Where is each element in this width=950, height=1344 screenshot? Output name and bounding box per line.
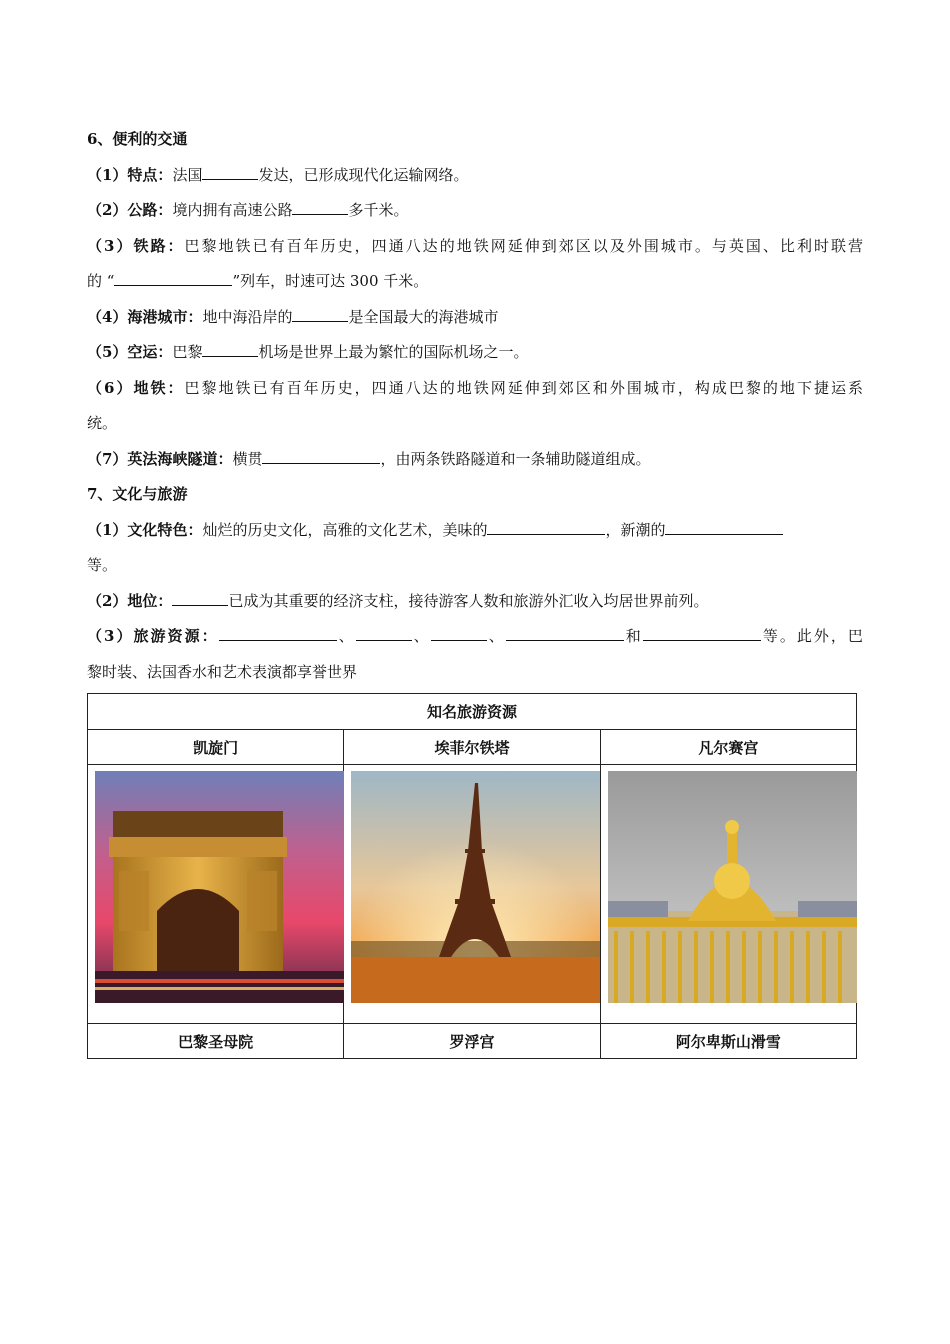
- tourism-resources-line2: 黎时装、法国香水和艺术表演都享誉世界: [87, 662, 358, 681]
- fill-blank[interactable]: [172, 591, 228, 606]
- versailles-photo: [608, 771, 857, 1003]
- cell-eiffel-tower: 埃菲尔铁塔: [344, 730, 600, 765]
- cell-notre-dame: 巴黎圣母院: [88, 1024, 344, 1059]
- cell-versailles: 凡尔赛宫: [600, 730, 856, 765]
- fill-blank[interactable]: [292, 307, 348, 322]
- tourism-status: （2）地位： 已成为其重要的经济支柱，接待游客人数和旅游外汇收入均居世界前列。: [87, 591, 709, 610]
- cell-arc-de-triomphe: 凯旋门: [88, 730, 344, 765]
- tourism-resources: （3）旅游资源： 、 、 、 和 等。此外，巴: [87, 627, 863, 645]
- transport-highway: （2）公路：境内拥有高速公路 多千米。: [87, 201, 409, 219]
- fill-blank[interactable]: [487, 520, 605, 535]
- section-6-heading: 6、便利的交通: [87, 130, 188, 148]
- fill-blank[interactable]: [202, 165, 258, 180]
- tourism-resources-table: [87, 693, 857, 1059]
- culture-features-line2: 等。: [87, 556, 118, 574]
- eiffel-tower-photo: [351, 771, 600, 1003]
- transport-feature: （1）特点：法国 发达，已形成现代化运输网络。: [87, 165, 469, 184]
- fill-blank[interactable]: [431, 626, 487, 641]
- fill-blank[interactable]: [114, 271, 232, 286]
- fill-blank[interactable]: [292, 200, 348, 215]
- transport-metro-line1: （6）地铁：巴黎地铁已有百年历史，四通八达的地铁网延伸到郊区和外围城市，构成巴黎的地下捷运系: [87, 378, 863, 397]
- fill-blank[interactable]: [202, 342, 258, 357]
- fill-blank[interactable]: [356, 626, 412, 641]
- worksheet: [87, 122, 863, 690]
- culture-features: （1）文化特色：灿烂的历史文化，高雅的文化艺术，美味的 ，新潮的: [87, 513, 863, 549]
- fill-blank[interactable]: [262, 449, 380, 464]
- transport-railway-line1: （3）铁路：巴黎地铁已有百年历史，四通八达的地铁网延伸到郊区以及外围城市。与英国、比利时联营: [87, 236, 863, 255]
- section-7-heading: 7、文化与旅游: [87, 485, 188, 503]
- transport-seaport: （4）海港城市：地中海沿岸的 是全国最大的海港城市: [87, 307, 499, 326]
- fill-blank[interactable]: [219, 626, 337, 641]
- cell-louvre: 罗浮宫: [344, 1024, 600, 1059]
- fill-blank[interactable]: [665, 520, 783, 535]
- arc-de-triomphe-photo: [95, 771, 344, 1003]
- transport-air: （5）空运：巴黎 机场是世界上最为繁忙的国际机场之一。: [87, 343, 529, 361]
- transport-channel-tunnel: （7）英法海峡隧道：横贯 ，由两条铁路隧道和一条辅助隧道组成。: [87, 449, 651, 468]
- table-title: 知名旅游资源: [88, 694, 857, 730]
- cell-alps-skiing: 阿尔卑斯山滑雪: [600, 1024, 856, 1059]
- fill-blank[interactable]: [506, 626, 624, 641]
- transport-railway-line2: 的 “ ”列车，时速可达 300 千米。: [87, 272, 429, 290]
- transport-metro-line2: 统。: [87, 414, 118, 432]
- fill-blank[interactable]: [643, 626, 761, 641]
